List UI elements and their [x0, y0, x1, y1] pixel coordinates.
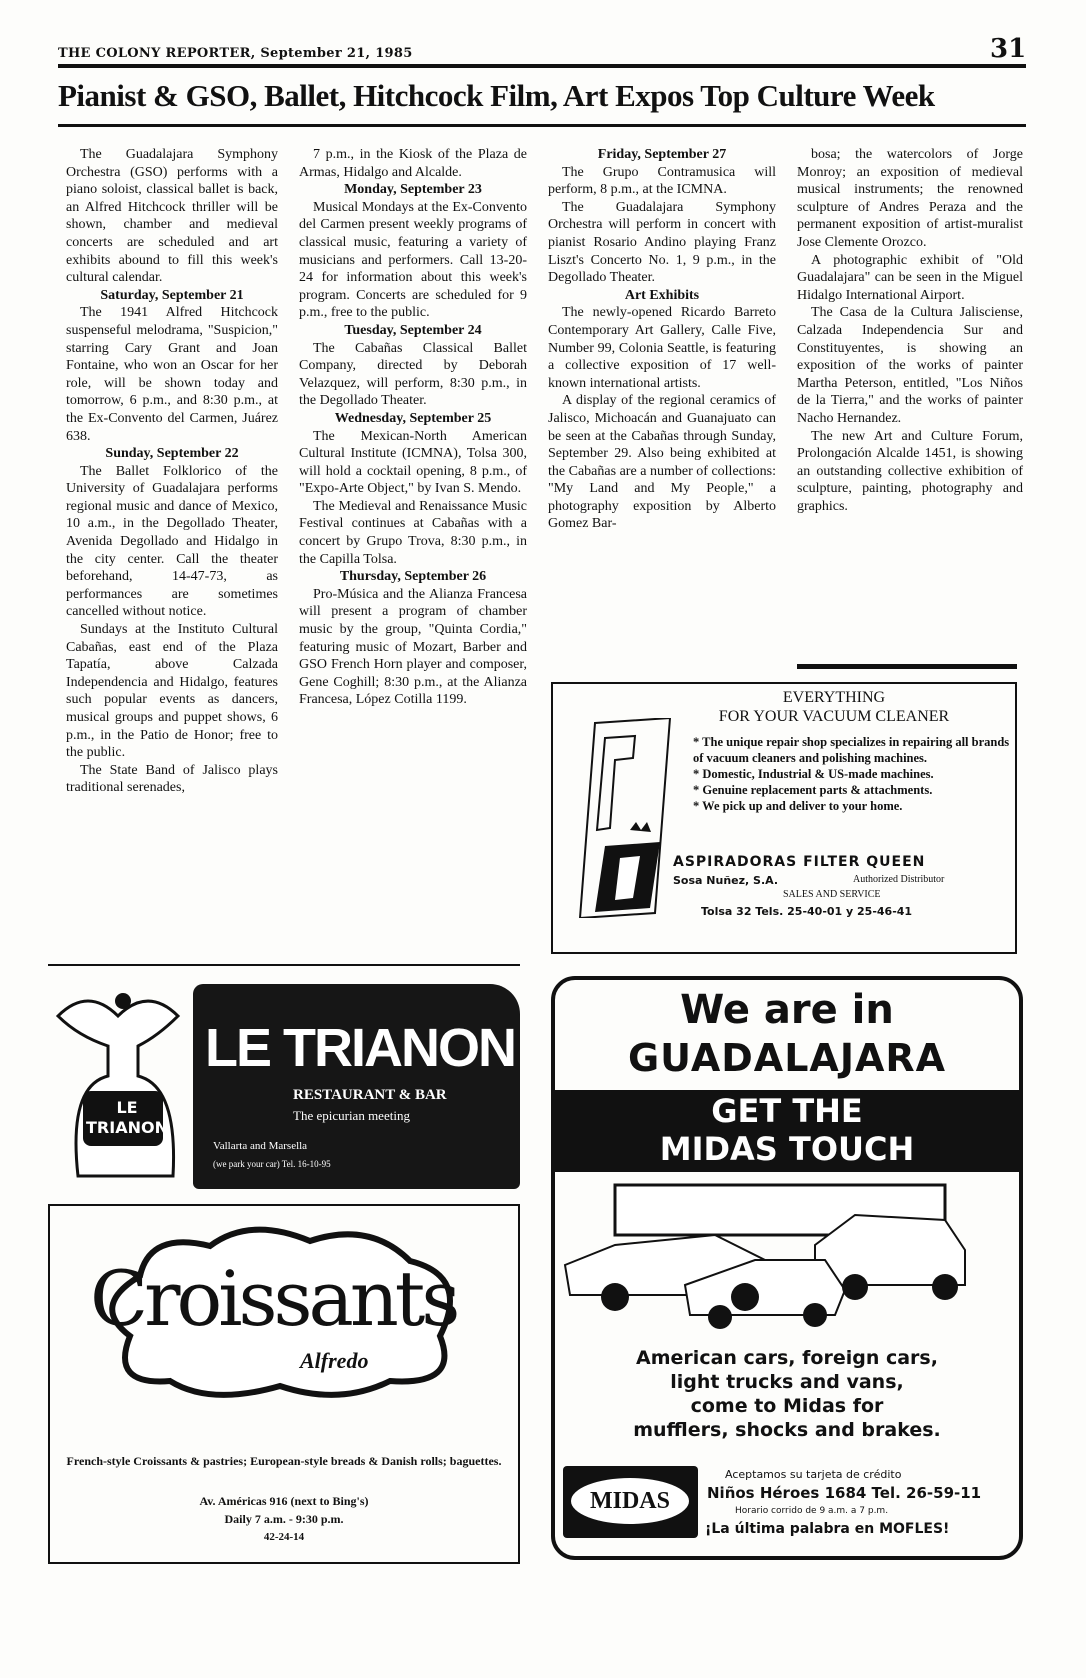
midas-band-line-1: GET THE	[711, 1092, 863, 1130]
paragraph: 7 p.m., in the Kiosk of the Plaza de Armas, Hidalgo and Alcalde.	[299, 147, 527, 180]
paragraph: A display of the regional ceramics of Jalisco, Michoacán and Guanajuato can be seen at the Cabañas through Sunday, September 29. Also being exhibited at the Cabañas are a number of collections: "My Land and My People," a photography exposition by Alberto Gomez Bar-	[548, 393, 776, 532]
article-column-1	[66, 146, 278, 797]
section-heading: Friday, September 27	[597, 147, 727, 162]
croissants-hours: Daily 7 a.m. - 9:30 p.m.	[224, 1512, 344, 1526]
page-number: 31	[990, 34, 1027, 64]
midas-headline-2: GUADALAJARA	[627, 1036, 947, 1080]
sales-label: SALES AND SERVICE	[783, 889, 881, 900]
croissants-address: Av. Américas 916 (next to Bing's)	[199, 1494, 369, 1508]
paragraph: The Medieval and Renaissance Music Festival continues at Cabañas with a concert by Grupo Trova, 8:30 p.m., in the Capilla Tolsa.	[299, 498, 527, 567]
section-heading: Sunday, September 22	[105, 446, 239, 462]
section-heading: Art Exhibits	[624, 287, 700, 303]
paragraph: The Grupo Contramusica will perform, 8 p.m., at the ICMNA.	[548, 164, 776, 198]
midas-slogan: ¡La última palabra en MOFLES!	[705, 1521, 950, 1537]
vacuum-ad-address: Tolsa 32 Tels. 25-40-01 y 25-46-41	[701, 905, 913, 918]
trianon-subtitle: RESTAURANT & BAR	[293, 1087, 447, 1103]
alfredo-logo: Alfredo	[300, 1348, 369, 1373]
midas-body-line: come to Midas for	[690, 1395, 884, 1417]
filter-queen-brand: ASPIRADORAS FILTER QUEEN	[673, 854, 926, 870]
article-column-2	[299, 146, 527, 709]
section-heading: Saturday, September 21	[100, 287, 244, 303]
article-end-rule	[48, 964, 520, 966]
vacuum-ad-subtitle: FOR YOUR VACUUM CLEANER	[718, 708, 950, 725]
paragraph: The Cabañas Classical Ballet Company, directed by Deborah Velazquez, will perform, 8:30 p.m., in the Degollado Theater.	[299, 340, 527, 409]
peacock-lady-logo-icon	[48, 976, 208, 1194]
paragraph: The Casa de la Cultura Jalisciense, Calzada Independencia Sur and Constituyentes, is showing an exposition of the works of painter Martha Peterson, entitled, "Los Niños de la Tierra," and the works of painter Nacho Hernandez.	[797, 305, 1023, 426]
section-heading: Monday, September 23	[344, 182, 482, 198]
trianon-name: LE TRIANON	[205, 1018, 515, 1078]
croissants-phone: 42-24-14	[263, 1531, 305, 1543]
paragraph: The Ballet Folklorico of the University of Guadalajara performs regional music and dance of Mexico, 10 a.m., in the Degollado Theater, Avenida Degollado and Hidalgo in the city center. Call the theater beforehand, 14-47-73, as performances are sometimes cancelled without notice.	[66, 463, 278, 620]
croissants-alfredo-ad	[48, 1204, 520, 1564]
paragraph: The Mexican-North American Cultural Institute (ICMNA), Tolsa 300, will hold a cocktail opening, 8 p.m., of "Expo-Arte Object," by Ivan S. Mendo.	[299, 428, 527, 497]
paragraph: The new Art and Culture Forum, Prolongación Alcalde 1451, is showing an outstanding collective exhibition of sculpture, painting, photography and graphics.	[797, 428, 1023, 514]
paragraph: A photographic exhibit of "Old Guadalajara" can be seen in the Miguel Hidalgo International Airport.	[797, 252, 1023, 303]
croissants-logo: Croissants	[90, 1254, 457, 1343]
midas-band-line-2: MIDAS TOUCH	[659, 1130, 915, 1168]
midas-headline-1: We are in	[680, 987, 894, 1033]
paragraph: The Guadalajara Symphony Orchestra (GSO) performs with a piano soloist, classical ballet is back, an Alfred Hitchcock thriller will be shown, chamber and medieval concerts are scheduled and art exhibits abound to fill this week's cultural calendar.	[66, 147, 278, 286]
midas-body-line: mufflers, shocks and brakes.	[633, 1419, 941, 1441]
section-heading: Tuesday, September 24	[344, 322, 482, 338]
paragraph: The 1941 Alfred Hitchcock suspenseful melodrama, "Suspicion," starring Cary Grant and Joan Fontaine, who won an Oscar for her role, will be shown today and tomorrow, 6 p.m., and 8:30 p.m., at the Ex-Convento del Carmen, Juárez 638.	[66, 305, 278, 444]
section-heading: Wednesday, September 25	[334, 410, 492, 426]
company-name: Sosa Nuñez, S.A.	[673, 874, 779, 887]
section-heading: Thursday, September 26	[339, 569, 487, 585]
trianon-dark-panel	[193, 984, 520, 1189]
article-column-4	[797, 146, 1023, 515]
trianon-logo-text: LE TRIANON	[86, 1098, 168, 1137]
trianon-address: Vallarta and Marsella	[213, 1140, 308, 1152]
trianon-phone: (we park your car) Tel. 16-10-95	[213, 1159, 331, 1169]
le-trianon-ad	[48, 976, 520, 1194]
paragraph: Pro-Música and the Alianza Francesa will present a program of chamber music by the group, "Quinta Cordia," featuring music of Mozart, Barber and GSO French Horn player and composer, Gene Coghill; 8:30 p.m., at the Alianza Francesa, López Cotilla 1199.	[299, 586, 527, 708]
midas-logo-box	[563, 1466, 698, 1538]
midas-address: Niños Héroes 1684 Tel. 26-59-11	[707, 1484, 982, 1502]
paragraph: bosa; the watercolors of Jorge Monroy; an exposition of medieval musical instruments; the renowned sculpture of Andres Peraza and the permanent exposition of artist-muralist Jose Clemente Orozco.	[797, 147, 1023, 250]
paragraph: The State Band of Jalisco plays traditional serenades,	[66, 762, 278, 796]
vacuum-ad-bullets	[693, 734, 1015, 814]
midas-hours: Horario corrido de 9 a.m. a 7 p.m.	[735, 1506, 889, 1516]
filter-queen-logo-icon	[575, 718, 675, 918]
article-column-3	[548, 146, 776, 533]
midas-body	[555, 1346, 1019, 1442]
vacuum-ad-title: EVERYTHING	[782, 689, 886, 706]
midas-logo: MIDAS	[571, 1478, 689, 1524]
paragraph: Sundays at the Instituto Cultural Cabañas, east end of the Plaza Tapatía, above Calzada Independencia and Hidalgo, features such popular events as dancers, musical groups and puppet shows, 6 p.m., in the Patio de Honor; free to the public.	[66, 622, 278, 761]
headline-rule	[58, 124, 1026, 127]
cars-illustration-icon	[555, 1175, 1019, 1330]
bullet: * The unique repair shop specializes in repairing all brands of vacuum cleaners and polishing machines.	[693, 734, 1015, 766]
trianon-tagline: The epicurian meeting	[293, 1108, 410, 1123]
midas-body-line: American cars, foreign cars,	[636, 1347, 938, 1369]
paragraph: The Guadalajara Symphony Orchestra will perform in concert with pianist Rosario Andino playing Franz Liszt's Concerto No. 1, 9 p.m., in the Degollado Theater.	[548, 199, 776, 286]
headline: Pianist & GSO, Ballet, Hitchcock Film, Art Expos Top Culture Week	[58, 78, 935, 113]
midas-ad	[551, 976, 1023, 1560]
bullet: * Genuine replacement parts & attachments.	[693, 782, 1015, 798]
croissants-description: French-style Croissants & pastries; European-style breads & Danish rolls; baguettes.	[66, 1454, 502, 1468]
midas-body-line: light trucks and vans,	[670, 1371, 904, 1393]
distributor-label: Authorized Distributor	[853, 874, 945, 885]
column-end-rule	[797, 664, 1017, 669]
credit-card-note: Aceptamos su tarjeta de crédito	[725, 1468, 902, 1481]
paragraph: Musical Mondays at the Ex-Convento del Carmen present weekly programs of classical music, featuring a variety of musicians and performers. Call 13-20-24 for information about this week's program. Concerts are scheduled for 9 p.m., free to the public.	[299, 199, 527, 321]
bullet: * Domestic, Industrial & US-made machines.	[693, 766, 1015, 782]
vacuum-cleaner-ad	[551, 682, 1017, 954]
top-rule	[58, 64, 1026, 68]
paragraph: The newly-opened Ricardo Barreto Contemporary Art Gallery, Calle Five, Number 99, Colonia Seattle, is featuring a collective exposition of 17 well-known international artists.	[548, 305, 776, 391]
folio: THE COLONY REPORTER, September 21, 1985	[58, 46, 413, 61]
bullet: * We pick up and deliver to your home.	[693, 798, 1015, 814]
